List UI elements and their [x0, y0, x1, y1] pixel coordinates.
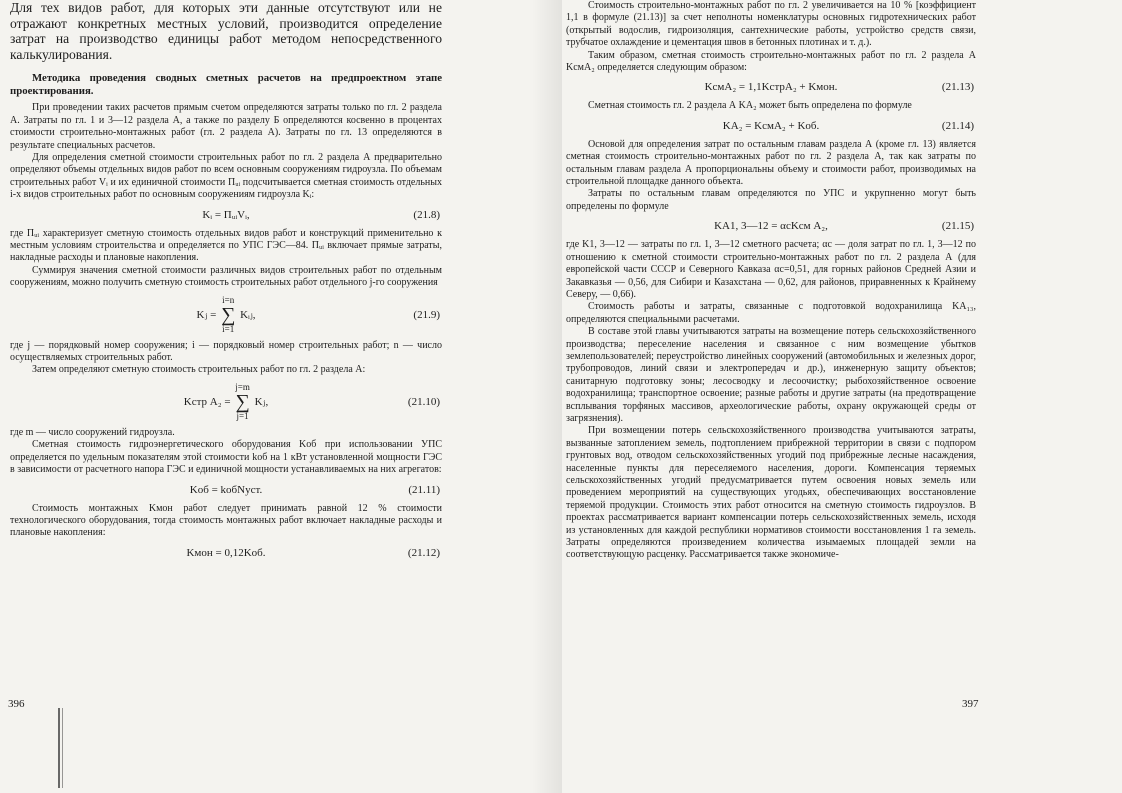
- equation-number: (21.13): [941, 81, 974, 94]
- formula: [10, 379, 442, 425]
- equation-21-9: [10, 292, 442, 338]
- formula-lhs: Kⱼ =: [196, 308, 217, 321]
- paragraph: где j — порядковый номер сооружения; i — порядковый номер строительных работ; n — число осуществляемых строительных работ.: [10, 339, 442, 364]
- formula-rhs: Kᵢⱼ,: [240, 308, 256, 321]
- paragraph: При возмещении потерь сельскохозяйственного производства учитываются затраты, вызванные затоплением земель, подтоплением прибрежной территории в связи с подпором грунтовых вод, отводом сельскохозяйственных угодий под прибрежные лесные насаждения, населенные пункты для переселяемого населения, дороги. Компенсация теряемых сельскохозяйственных угодий предусматривается путем освоения новых земель или проведением мероприятий на существующих угодьях, обеспечивающих восстановление теряемой продукции. Стоимость этих работ относится на сметную стоимость гидроузлов. В проектах рассматривается вариант компенсации потерь сельскохозяйственных земель, исходя из установленных для каждой республики нормативов стоимости восстановления 1 га земель. Затраты определяются произведением количества изымаемых площадей земли на соответствующую расценку. Рассматривается также экономиче-: [566, 425, 976, 561]
- formula: [10, 292, 442, 338]
- equation-number: (21.10): [407, 395, 440, 408]
- formula: Kмон = 0,12Kоб.: [186, 546, 266, 559]
- paragraph: Стоимость монтажных Kмон работ следует принимать равной 12 % стоимости технологического оборудования, тогда стоимость монтажных работ включает накладные расходы и плановые накопления:: [10, 502, 442, 539]
- scan-mark: [58, 708, 60, 788]
- page-fold-shadow: [532, 0, 562, 793]
- paragraph: Для определения сметной стоимости строительных работ по гл. 2 раздела А предварительно определяют объемы отдельных видов работ по всем основным сооружениям гидроузла. По объемам строительных работ Vᵢ и их единичной стоимости Пᵤᵢ подсчитывается сметная стоимость отдельных i-х видов строительных работ по основным сооружениям гидроузла Kᵢ:: [10, 152, 442, 201]
- paragraph: Основой для определения затрат по остальным главам раздела А (кроме гл. 13) является сметная стоимость строительно-монтажных работ по гл. 2 раздела А, так как затраты по остальным главам раздела А пропорциональны объему и стоимости работ, производимых на строительной площадке данного объекта.: [566, 138, 976, 188]
- left-column: [10, 0, 442, 566]
- paragraph: Затем определяют сметную стоимость строительных работ по гл. 2 раздела А:: [32, 364, 366, 376]
- sum-upper-limit: j=m: [235, 382, 250, 393]
- formula-lhs: Kстр A₂ =: [183, 395, 231, 408]
- paragraph: где Пᵤᵢ характеризует сметную стоимость отдельных видов работ и конструкций применительно к местным условиям строительства и определяется по УПС ГЭС—84. Пᵤᵢ включает прямые затраты, накладные расходы и плановые накопления.: [10, 227, 442, 264]
- equation-number: (21.15): [941, 220, 974, 233]
- sum-upper-limit: i=n: [222, 295, 235, 306]
- section-heading: Методика проведения сводных сметных расчетов на предпроектном этапе проектирования.: [10, 72, 442, 98]
- formula-rhs: Kⱼ,: [254, 395, 269, 408]
- equation-21-8: [10, 204, 442, 226]
- formula: KA₂ = KсмA₂ + Kоб.: [722, 119, 820, 132]
- sum-lower-limit: j=1: [236, 411, 249, 422]
- equation-number: (21.8): [413, 208, 440, 221]
- equation-number: (21.9): [413, 308, 440, 321]
- sum-symbol: j=m ∑ j=1: [235, 382, 250, 422]
- right-column: [566, 0, 976, 562]
- paragraph: где m — число сооружений гидроузла.: [10, 426, 175, 438]
- paragraph: где K1, 3—12 — затраты по гл. 1, 3—12 сметного расчета; αс — доля затрат по гл. 1, 3—12 по отношению к сметной стоимости строительно-монтажных работ по гл. 2 раздела А (для европейской части СССР и Северного Кавказа αс=0,51, для горных районов Средней Азии и Закавказья — 0,56, для Сибири и Казахстана — 0,62, для районов, приравненных к Крайнему Северу, — 0,66).: [566, 239, 976, 300]
- paragraph: В составе этой главы учитываются затраты на возмещение потерь сельскохозяйственного производства; переселение населения и связанное с ним возмещение убытков землепользователей; переустройство линейных сооружений (автомобильных и железных дорог, трубопроводов, линий связи и электропередач и др.), инженерную защиту объектов; санитарную подготовку зоны; лесосводку и лесоочистку; рыбохозяйственное освоение водохранилища; транспортное освоение; разные работы и другие затраты (на предотвращение всплывания торфяных массивов, археологические работы, охрану окружающей среды от загрязнения).: [566, 326, 976, 424]
- equation-21-15: [566, 215, 976, 237]
- paragraph: Стоимость строительно-монтажных работ по гл. 2 увеличивается на 10 % [коэффициент 1,1 в формуле (21.13)] за счет неполноты номенклатуры основных гидротехнических работ (открытый водослив, гидроизоляция, сантехнические работы, устройство средств связи, трубчатое охлаждение и цементация швов в бетонных плотинах и т. д.).: [566, 0, 976, 49]
- equation-21-13: [566, 76, 976, 98]
- paragraph: Сметная стоимость гл. 2 раздела А KA₂ может быть определена по формуле: [588, 100, 912, 112]
- formula: KсмA₂ = 1,1KстрA₂ + Kмон.: [704, 81, 838, 94]
- equation-21-14: [566, 115, 976, 137]
- formula: Kоб = kобNуст.: [189, 483, 263, 496]
- equation-21-11: [10, 479, 442, 501]
- sum-symbol: i=n ∑ i=1: [221, 295, 236, 335]
- formula: KA1, 3—12 = αсKсм A₂,: [714, 220, 828, 233]
- paragraph: Сметная стоимость гидроэнергетического оборудования Kоб при использовании УПС определяется по удельным показателям этой стоимости kоб на 1 кВт установленной мощности ГЭС в зависимости от расчетного напора ГЭС и единичной мощности устанавливаемых на них агрегатов:: [10, 439, 442, 476]
- paragraph: Затраты по остальным главам определяются по УПС и укрупненно могут быть определены по формуле: [566, 188, 976, 212]
- intro-paragraph: Для тех видов работ, для которых эти данные отсутствуют или не отражают конкретных местных условий, производится определение затрат на производство единицы работ методом непосредственного калькулирования.: [10, 0, 442, 62]
- formula: Kᵢ = ПᵤᵢVᵢ,: [202, 208, 250, 221]
- sum-lower-limit: i=1: [222, 324, 235, 335]
- page-number: 396: [8, 698, 25, 710]
- paragraph: При проведении таких расчетов прямым счетом определяются затраты только по гл. 2 раздела А. Затраты по гл. 1 и 3—12 раздела А, а также по разделу Б определяются косвенно в процентах стоимости строительно-монтажных работ (гл. 2 раздела А). Затраты по гл. 13 определяются в результате специальных расчетов.: [10, 102, 442, 151]
- page-number: 397: [962, 698, 979, 710]
- equation-21-12: [10, 542, 442, 564]
- equation-number: (21.11): [408, 483, 440, 496]
- equation-number: (21.14): [941, 119, 974, 132]
- paragraph: Таким образом, сметная стоимость строительно-монтажных работ по гл. 2 раздела А KсмA₂ определяется следующим образом:: [566, 49, 976, 74]
- paragraph: Стоимость работы и затраты, связанные с подготовкой водохранилища KA₁₃, определяются специальными расчетами.: [566, 301, 976, 325]
- scan-mark: [62, 708, 63, 788]
- equation-21-10: [10, 379, 442, 425]
- paragraph: Суммируя значения сметной стоимости различных видов строительных работ по отдельным сооружениям, можно получить сметную стоимость строительных работ отдельного j-го сооружения: [10, 264, 442, 289]
- equation-number: (21.12): [407, 546, 440, 559]
